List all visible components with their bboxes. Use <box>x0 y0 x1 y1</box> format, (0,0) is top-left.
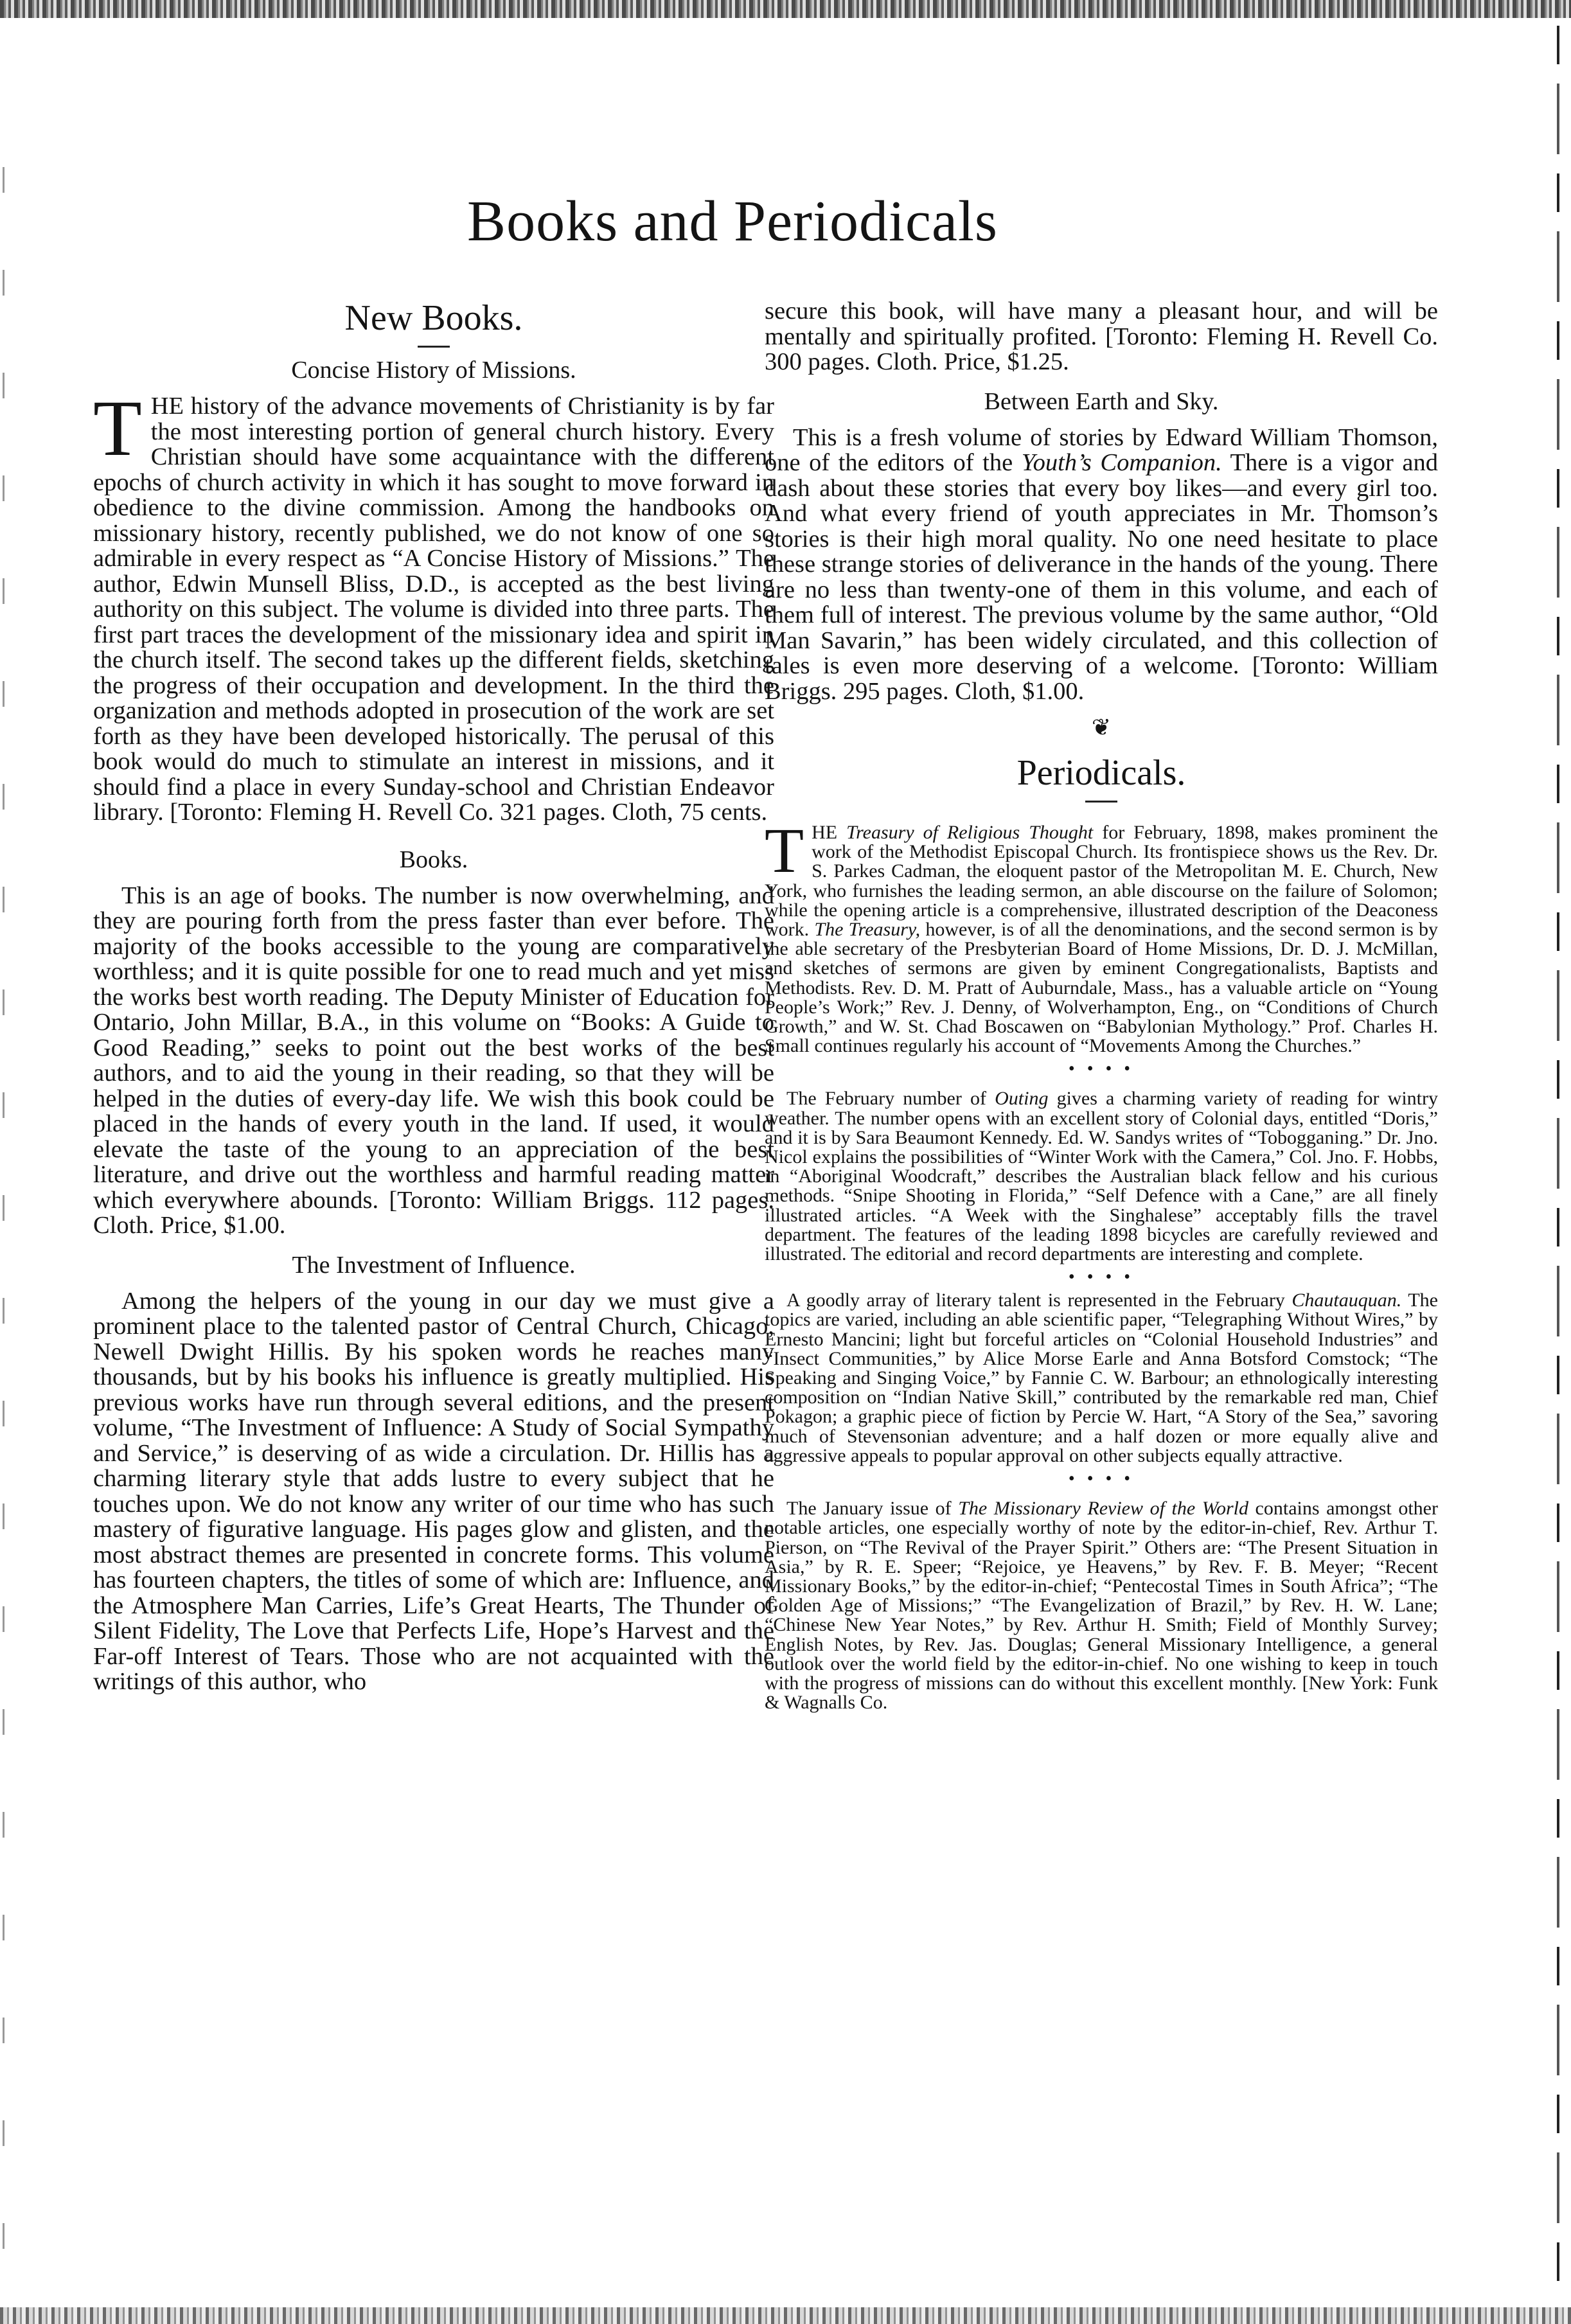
outing-text-a: The February number of <box>786 1088 995 1110</box>
drop-cap: T <box>765 815 804 886</box>
investment-title: The Investment of Influence. <box>292 1251 576 1279</box>
concise-history-text: HE history of the advance movements of Christianity is by far the most interesting portion of general church history. Every Christian should have some acquaintance with the different epochs of church activity in which it has sought to move forward in obedience to the divine commission. Among the handbooks on missionary history, recently published, we do not know of one so admirable in every respect as “A Concise History of Missions.” The author, Edwin Munsell Bliss, D.D., is accepted as the best living authority on this subject. The volume is divided into three parts. The first part traces the development of the missionary idea and spirit in the church itself. The second takes up the different fields, sketching the progress of their occupation and development. In the third the organization and methods adopted in prosecution of the work are set forth as they have been developed historically. The perusal of this book would do much to stimulate an interest in missions, and it should find a place in every Sunday-school and Christian Endeavor library. [Toronto: Fleming H. Revell Co. 321 pages. Cloth, 75 cents. <box>93 393 774 826</box>
page-title: Books and Periodicals <box>467 190 998 253</box>
outing-paragraph <box>765 1089 1438 1264</box>
concise-history-paragraph <box>93 384 774 826</box>
treasury-title: Treasury of Religious Thought <box>846 822 1094 843</box>
treasury-text-a: HE <box>812 822 847 843</box>
missionary-review-title: The Missionary Review of the World <box>958 1498 1248 1520</box>
treasury-text-b: for February, 1898, makes prominent the work of the Methodist Episcopal Church. Its frontispiece shows us the Rev. Dr. S. Parkes Cadman, the eloquent pastor of the Metropolitan M. E. Church, New York, who furnishes the leading sermon, an able discourse on the failure of Solomon; while the opening article is a comprehensive, illustrated description of the Deaconess work. <box>765 822 1438 941</box>
earth-sky-paragraph <box>765 425 1438 705</box>
outing-text-b: gives a charming variety of reading for wintry weather. The number opens with an excellent story of Colonial days, entitled “Doris,” and it is by Sara Beaumont Kennedy. Ed. W. Sandys writes of “Tobogganing.” Dr. Jno. Nicol explains the possibilities of “Winter Work with the Camera,” Col. Jno. F. Hobbs, in “Aboriginal Woodcraft,” describes the Australian black fellow and his curious methods. “Snipe Shooting in Florida,” “Self Defence with a Cane,” are all finely illustrated articles. “A Week with the Singhalese” acceptably fills the travel department. The features of the leading 1898 bicycles are carefully reviewed and illustrated. The editorial and record departments are interesting and complete. <box>765 1088 1438 1265</box>
scan-edge-top <box>0 0 1571 18</box>
books-title: Books. <box>399 846 468 873</box>
right-column <box>765 299 1438 1712</box>
investment-paragraph: Among the helpers of the young in our day we must give a prominent place to the talented pastor of Central Church, Chicago, Newell Dwight Hillis. By his spoken words he reaches many thousands, but by his books his influence is greatly multiplied. His previous works have run through several editions, and the present volume, “The Investment of Influence: A Study of Social Sympathy and Service,” is deserving of as wide a circulation. Dr. Hillis has a charming literary style that adds lustre to every subject that he touches upon. We do not know any writer of our time who has such mastery of figurative language. His pages glow and glisten, and the most abstract themes are presented in concrete forms. This volume has fourteen chapters, the titles of some of which are: Influence, and the Atmosphere Man Carries, Life’s Great Hearts, The Thunder of Silent Fidelity, The Love that Perfects Life, Hope’s Harvest and the Far-off Interest of Tears. Those who are not acquainted with the writings of this author, who <box>93 1287 774 1695</box>
concise-history-title: Concise History of Missions. <box>291 357 576 384</box>
scan-edge-right <box>1557 26 1559 2294</box>
section-separator: • • • • <box>1068 1267 1135 1288</box>
earth-sky-title: Between Earth and Sky. <box>984 387 1219 415</box>
new-books-heading: New Books. <box>344 298 523 338</box>
earth-sky-text-b: There is a vigor and dash about these stories that every boy likes—and every girl too. And what every friend of youth appreciates in Mr. Thomson’s stories is their high moral quality. No one need hesitate to place these strange stories of deliverance in the hands of the young. There are no less than twenty-one of them in this volume, and each of them full of interest. The previous volume by the same author, “Old Man Savarin,” has been widely circulated, and this collection of tales is even more deserving of a welcome. [Toronto: William Briggs. 295 pages. Cloth, $1.00. <box>765 449 1438 705</box>
left-column <box>93 296 774 1695</box>
chautauquan-title: Chautauquan. <box>1291 1290 1402 1311</box>
fleuron-ornament: ❦ <box>1091 714 1112 740</box>
missionary-review-paragraph <box>765 1499 1438 1712</box>
section-separator: • • • • <box>1068 1469 1135 1489</box>
missionary-text-a: The January issue of <box>786 1498 959 1520</box>
chautauquan-text-b: The topics are varied, including an able scientific paper, “Telegraphing Without Wires,” by Ernesto Mancini; light but forceful articles on “Colonial Household Industries” and “Insect Communities,” by Alice Morse Earle and Anna Botsford Comstock; “The Speaking and Singing Voice,” by Fannie C. W. Barbour; an ethnologically interesting composition on “Indian Native Skill,” contributed by the remarkable red man, Chief Pokagon; a graphic piece of fiction by Percie W. Hart, “A Story of the Sea,” savoring much of Stevensonian adventure; and a half dozen or more equally alive and aggressive appeals to popular approval on other subjects equally attractive. <box>765 1290 1438 1466</box>
heading-rule <box>1085 801 1117 803</box>
treasury-text-c: however, is of all the denominations, and the second sermon is by the able secretary of the Presbyterian Board of Home Missions, Dr. D. J. McMillan, and sketches of sermons are given by eminent Congregationalists, Baptists and Methodists. Rev. D. M. Pratt of Auburndale, Mass., has a valuable article on “Young People’s Work;” Rev. J. Denny, of Wolverhampton, Eng., on “Conditions of Church Growth,” and W. St. Chad Boscawen on “Babylonian Mythology.” Prof. Charles H. Small continues regularly his account of “Movements Among the Churches.” <box>765 919 1439 1057</box>
drop-cap: T <box>93 384 142 472</box>
investment-continuation: secure this book, will have many a pleasant hour, and will be mentally and spiritually profited. [Toronto: Fleming H. Revell Co. 300 pages. Cloth. Price, $1.25. <box>765 297 1438 375</box>
section-separator: • • • • <box>1068 1059 1135 1079</box>
treasury-short-title: The Treasury, <box>814 919 921 941</box>
treasury-paragraph <box>765 815 1439 1057</box>
outing-title: Outing <box>995 1088 1049 1110</box>
missionary-text-b: contains amongst other notable articles, one especially worthy of note by the editor-in-chief, Rev. Arthur T. Pierson, on “The Revival of the Prayer Spirit.” Others are: “The Present Situation in Asia,” by R. E. Speer; “Rejoice, ye Heavens,” by Rev. F. B. Meyer; “Recent Missionary Books,” by the editor-in-chief; “Pentecostal Times in South Africa”; “The Golden Age of Missions;” “The Evangelization of Brazil,” by Rev. H. W. Lane; “Chinese New Year Notes,” by Rev. Arthur H. Smith; Field of Monthly Survey; English Notes, by Rev. Jas. Douglas; General Missionary Intelligence, a general outlook over the world field by the editor-in-chief. No one wishing to keep in touch with the progress of missions can do without this excellent monthly. [New York: Funk & Wagnalls Co. <box>765 1498 1438 1714</box>
periodicals-heading: Periodicals. <box>1016 753 1186 793</box>
books-paragraph: This is an age of books. The number is now overwhelming, and they are pouring forth from the press faster than ever before. The majority of the books accessible to the young are comparatively worthless; and it is quite possible for one to read much and yet miss the works best worth reading. The Deputy Minister of Education for Ontario, John Millar, B.A., in this volume on “Books: A Guide to Good Reading,” seeks to point out the best works of the best authors, and to aid the young in their reading, so that they will be helped in the duties of every-day life. We wish this book could be placed in the hands of every youth in the land. If used, it would elevate the taste of the young to an appreciation of the best literature, and drive out the worthless and harmful reading matter which everywhere abounds. [Toronto: William Briggs. 112 pages. Cloth. Price, $1.00. <box>93 882 774 1239</box>
heading-rule <box>418 346 450 348</box>
scan-edge-left <box>3 167 4 2287</box>
chautauquan-text-a: A goodly array of literary talent is represented in the February <box>786 1290 1292 1311</box>
earth-sky-magazine: Youth’s Companion. <box>1021 449 1222 476</box>
earth-sky-text-a: This is a fresh volume of stories by Edward William Thomson, one of the editors of the <box>765 423 1438 476</box>
chautauquan-paragraph <box>765 1291 1438 1466</box>
scan-edge-bottom <box>0 2307 1571 2324</box>
